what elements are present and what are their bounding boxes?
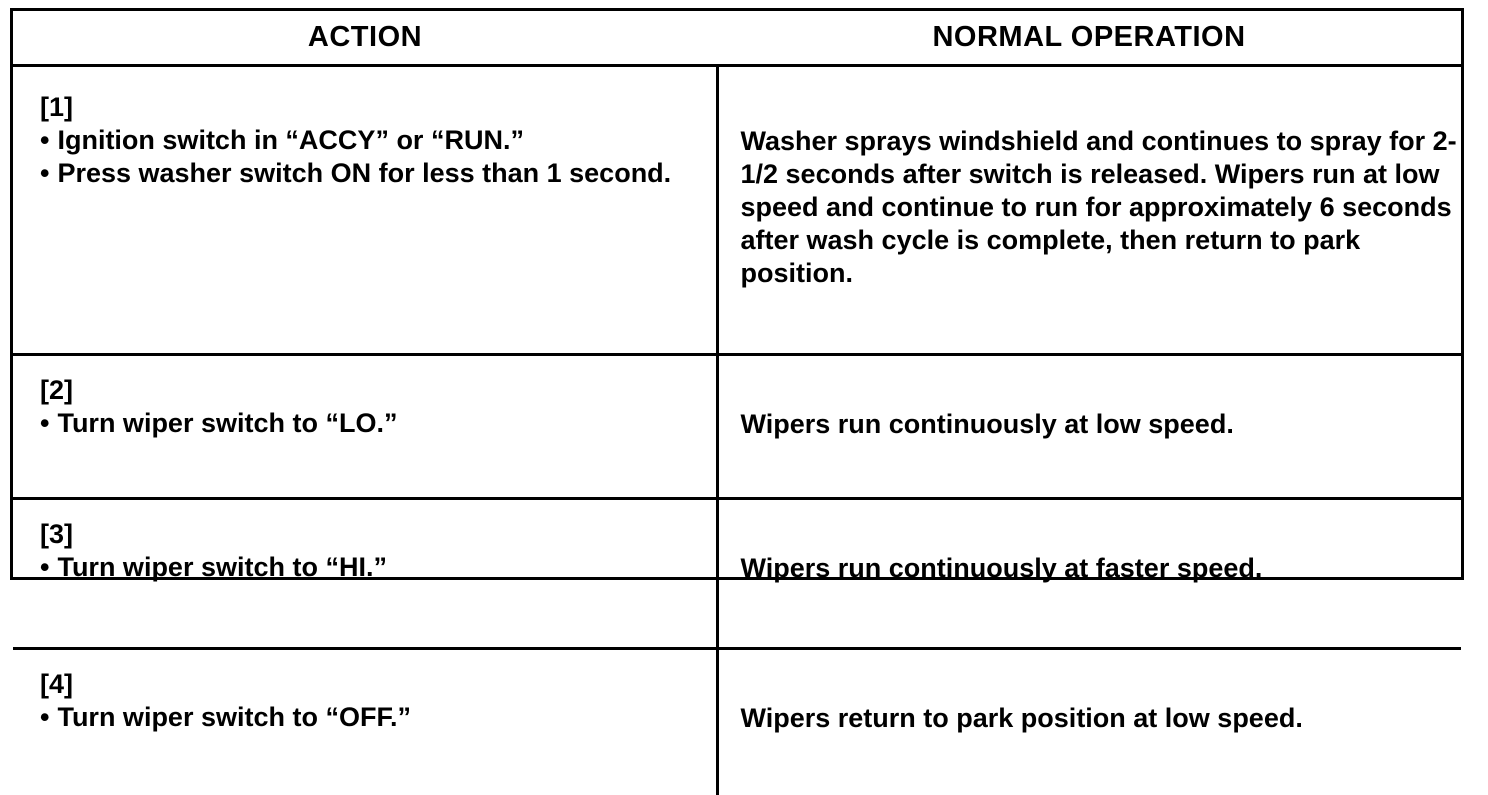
table-row bbox=[13, 649, 1461, 795]
table-row bbox=[13, 66, 1461, 355]
step-number: [1] bbox=[40, 91, 716, 124]
bullet-icon: • bbox=[40, 158, 49, 188]
action-item bbox=[40, 124, 716, 157]
bullet-icon: • bbox=[40, 125, 49, 155]
action-cell bbox=[13, 649, 717, 795]
action-text: Turn wiper switch to “LO.” bbox=[57, 408, 397, 438]
step-number: [3] bbox=[40, 518, 716, 551]
action-text: Turn wiper switch to “OFF.” bbox=[57, 702, 411, 732]
action-text: Ignition switch in “ACCY” or “RUN.” bbox=[57, 125, 524, 155]
bullet-icon: • bbox=[40, 702, 49, 732]
table-row bbox=[13, 355, 1461, 499]
step-number: [4] bbox=[40, 668, 716, 701]
action-item bbox=[40, 157, 716, 190]
operation-table bbox=[13, 11, 1461, 795]
table-row bbox=[13, 499, 1461, 649]
result-cell: Washer sprays windshield and continues to spray for 2-1/2 seconds after switch is released. Wipers run at low speed and continue to run for approximately 6 seconds after wash cycle is complete, then return to park position. bbox=[717, 66, 1461, 355]
action-text: Press washer switch ON for less than 1 second. bbox=[57, 158, 671, 188]
operation-table-frame bbox=[10, 8, 1464, 580]
result-cell: Wipers run continuously at faster speed. bbox=[717, 499, 1461, 649]
action-item bbox=[40, 407, 716, 440]
table-header-row bbox=[13, 11, 1461, 66]
header-action: ACTION bbox=[13, 11, 717, 66]
action-item bbox=[40, 701, 716, 734]
action-cell bbox=[13, 499, 717, 649]
bullet-icon: • bbox=[40, 552, 49, 582]
result-cell: Wipers run continuously at low speed. bbox=[717, 355, 1461, 499]
action-item bbox=[40, 551, 716, 584]
action-cell bbox=[13, 66, 717, 355]
step-number: [2] bbox=[40, 374, 716, 407]
header-normal-operation: NORMAL OPERATION bbox=[717, 11, 1461, 66]
bullet-icon: • bbox=[40, 408, 49, 438]
result-cell: Wipers return to park position at low speed. bbox=[717, 649, 1461, 795]
action-cell bbox=[13, 355, 717, 499]
action-text: Turn wiper switch to “HI.” bbox=[57, 552, 387, 582]
